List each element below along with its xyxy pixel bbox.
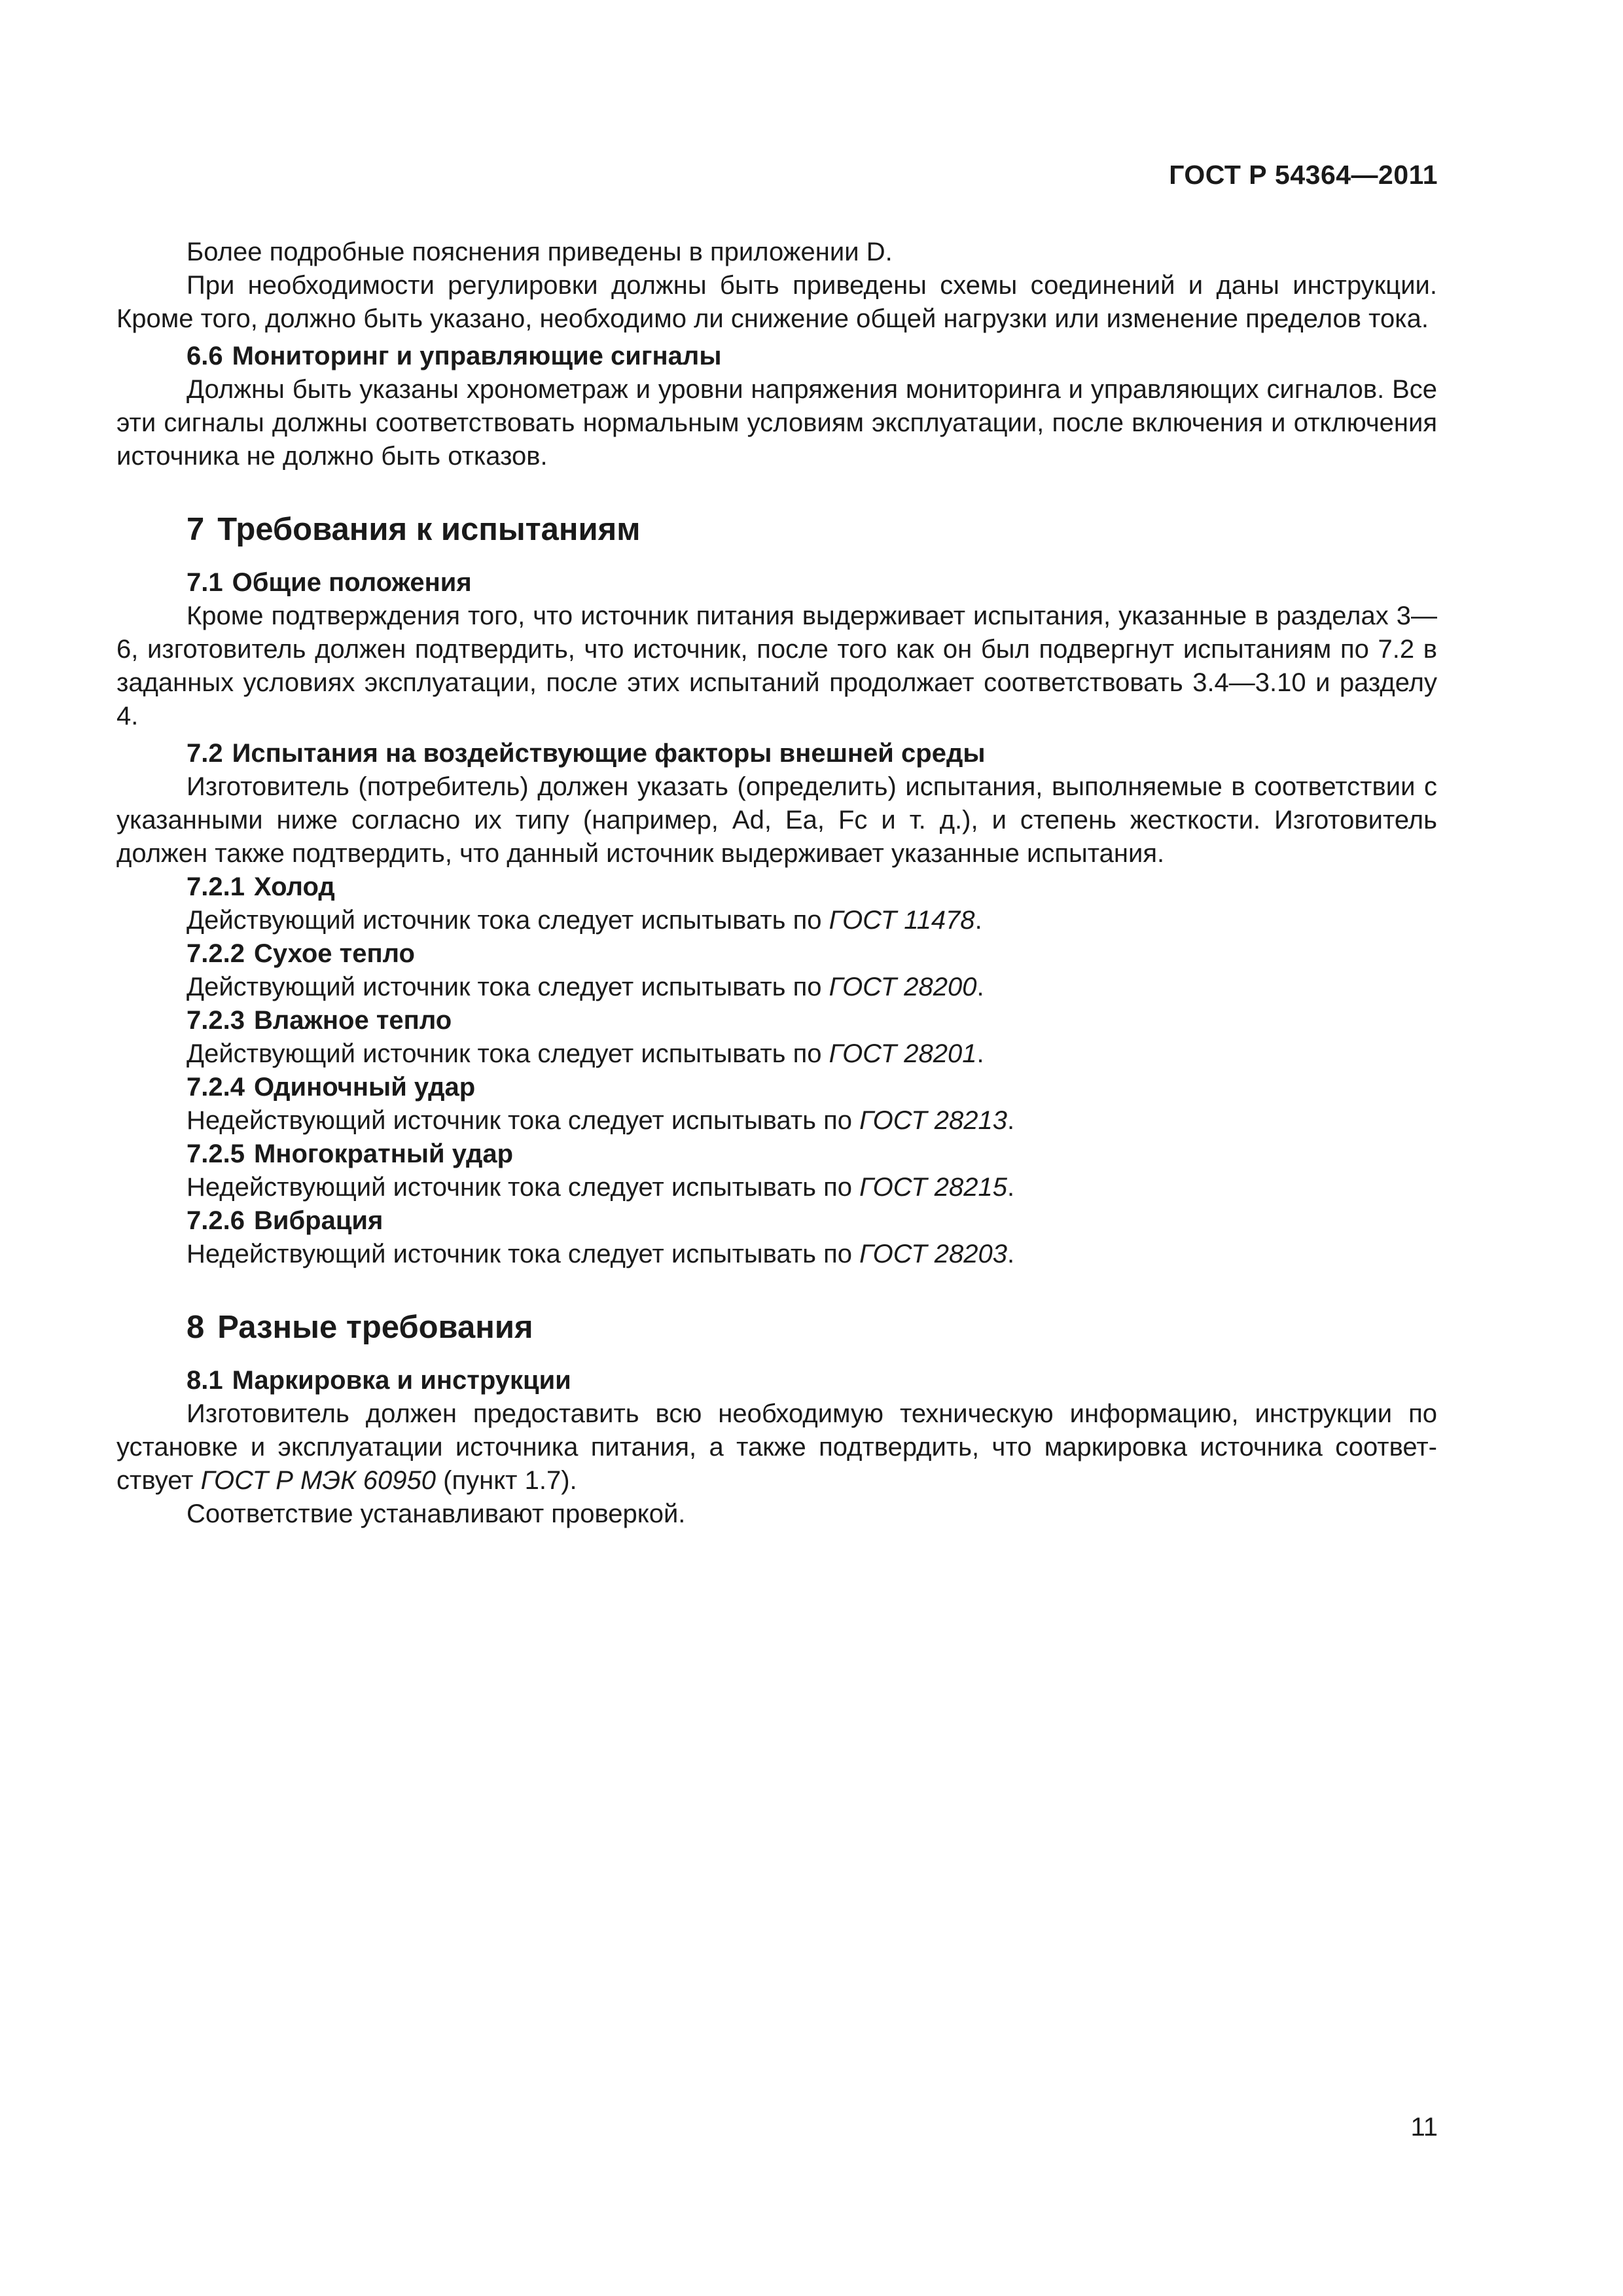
clause-text: [116, 1104, 1437, 1138]
subsection-heading-6-6: [116, 340, 1437, 373]
clause-heading-7-2-4: [116, 1071, 1437, 1104]
standard-reference: ГОСТ 28203: [859, 1240, 1008, 1268]
paragraph-text: Изготовитель должен предоставить всю необходимую техническую информацию, инструкции по установке и эксплуатации источника питания, а также подтвердить, что маркировка источника соответствует: [116, 1399, 1437, 1495]
paragraph: [116, 1397, 1437, 1498]
clause-heading-7-2-5: [116, 1138, 1437, 1171]
section-number: 8: [187, 1310, 205, 1345]
paragraph: Более подробные пояснения приведены в приложении D.: [187, 238, 893, 266]
subsection-number: 8.1: [187, 1366, 223, 1395]
clause-heading-7-2-3: [116, 1004, 1437, 1037]
subsection-number: 7.2: [187, 739, 223, 768]
clause-text-end: .: [974, 906, 982, 935]
document-body: [116, 236, 1437, 1531]
paragraph-text-end: (пункт 1.7).: [436, 1466, 577, 1495]
clause-number: 7.2.3: [187, 1006, 245, 1035]
clause-number: 7.2.1: [187, 872, 245, 901]
clause-text-end: .: [976, 973, 984, 1001]
clause-text: [116, 904, 1437, 937]
paragraph: При необходимости регулировки должны быть приведены схемы соединений и даны инструкции. Кроме того, должно быть указано, необходимо ли снижение общей нагрузки или изменение пределов тока.: [116, 271, 1437, 333]
clause-text-end: .: [1007, 1106, 1015, 1135]
clause-title: Сухое тепло: [253, 939, 415, 968]
clause-text: [116, 1171, 1437, 1204]
page-number: 11: [1410, 2113, 1438, 2142]
clause-text-body: Недействующий источник тока следует испытывать по: [187, 1173, 860, 1202]
subsection-heading-7-1: [116, 566, 1437, 600]
document-header-id: ГОСТ Р 54364—2011: [1169, 160, 1438, 190]
clause-number: 7.2.2: [187, 939, 245, 968]
clause-text-end: .: [976, 1039, 984, 1068]
clause-title: Влажное тепло: [253, 1006, 452, 1035]
clause-text-body: Действующий источник тока следует испытывать по: [187, 1039, 829, 1068]
subsection-title: Общие положения: [232, 568, 472, 597]
clause-text: [116, 971, 1437, 1004]
standard-reference: ГОСТ 28201: [829, 1039, 977, 1068]
clause-heading-7-2-2: [116, 937, 1437, 971]
clause-number: 7.2.4: [187, 1073, 245, 1102]
clause-text-end: .: [1007, 1240, 1015, 1268]
clause-text: [116, 1238, 1437, 1271]
clause-title: Холод: [253, 872, 335, 901]
subsection-heading-8-1: [116, 1364, 1437, 1397]
clause-heading-7-2-6: [116, 1204, 1437, 1238]
paragraph: Кроме подтверждения того, что источник питания выдерживает испытания, указанные в разделах 3—6, изготовитель должен подтвердить, что источник, после того как он был подвергнут испытаниям по 7.2 в заданных условиях эксплуатации, после этих испытаний продолжает соответствовать 3.4—3.10 и разделу 4.: [116, 601, 1437, 730]
subsection-title: Испытания на воздействующие факторы внешней среды: [232, 739, 986, 768]
paragraph: Должны быть указаны хронометраж и уровни напряжения мониторинга и управляющих сигналов. Все эти сигналы должны соответствовать нормальным условиям эксплуатации, после включения и отключения источника не должно быть отказов.: [116, 375, 1437, 471]
paragraph: Изготовитель (потребитель) должен указать (определить) испытания, выполняемые в соответствии с указанными ниже согласно их типу (например, Ad, Ea, Fc и т. д.), и степень жесткости. Изготовитель должен также подтвердить, что данный источник выдерживает указанные испытания.: [116, 772, 1437, 868]
section-heading-7: [116, 510, 1437, 549]
clause-number: 7.2.5: [187, 1139, 245, 1168]
clause-text-end: .: [1007, 1173, 1015, 1202]
section-number: 7: [187, 512, 205, 547]
subsection-heading-7-2: [116, 737, 1437, 770]
clause-text-body: Недействующий источник тока следует испытывать по: [187, 1240, 860, 1268]
clause-number: 7.2.6: [187, 1206, 245, 1235]
clause-text-body: Действующий источник тока следует испытывать по: [187, 973, 829, 1001]
section-title: Требования к испытаниям: [217, 512, 641, 547]
standard-reference: ГОСТ 11478: [829, 906, 975, 935]
paragraph: Соответствие устанавливают проверкой.: [187, 1499, 686, 1528]
clause-heading-7-2-1: [116, 870, 1437, 904]
subsection-title: Мониторинг и управляющие сигналы: [232, 342, 722, 370]
standard-reference: ГОСТ 28215: [859, 1173, 1008, 1202]
clause-title: Многократный удар: [253, 1139, 514, 1168]
clause-text-body: Недействующий источник тока следует испытывать по: [187, 1106, 860, 1135]
standard-reference: ГОСТ 28213: [859, 1106, 1008, 1135]
standard-reference: ГОСТ 28200: [829, 973, 977, 1001]
subsection-title: Маркировка и инструкции: [232, 1366, 571, 1395]
clause-text: [116, 1037, 1437, 1071]
section-heading-8: [116, 1308, 1437, 1347]
subsection-number: 6.6: [187, 342, 223, 370]
standard-reference: ГОСТ Р МЭК 60950: [200, 1466, 437, 1495]
section-title: Разные требования: [217, 1310, 533, 1345]
clause-title: Одиночный удар: [253, 1073, 476, 1102]
clause-text-body: Действующий источник тока следует испытывать по: [187, 906, 829, 935]
clause-title: Вибрация: [253, 1206, 383, 1235]
subsection-number: 7.1: [187, 568, 223, 597]
